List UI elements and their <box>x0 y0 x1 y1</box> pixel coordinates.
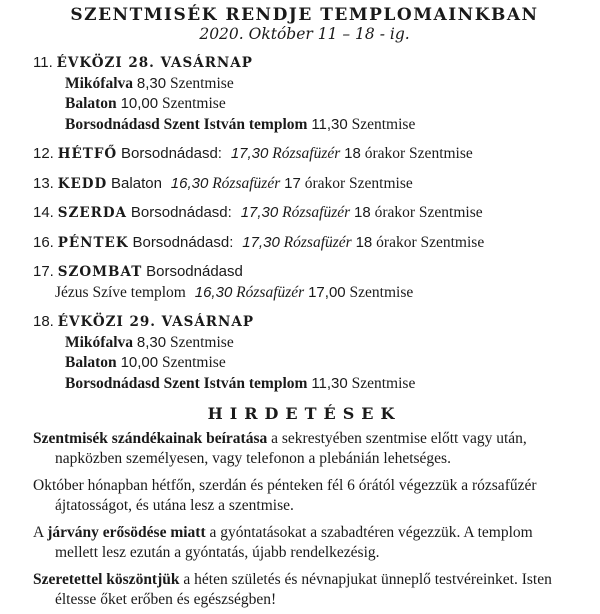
paragraph-text: a gyóntatásokat a szabadtéren végezzük. A templom mellett lesz ezután a gyóntatás, újabb rendelkezésig. <box>55 524 533 561</box>
saturday-church-line <box>33 283 576 304</box>
mass-time: 18 <box>344 145 361 162</box>
mass-time: 11,30 <box>311 115 348 133</box>
mass-place: Mikófalva <box>65 333 134 351</box>
mass-label: Szentmise <box>349 283 414 301</box>
church-name: Jézus Szíve templom <box>55 283 186 301</box>
day-name: ÉVKÖZI 29. VASÁRNAP <box>57 314 254 330</box>
announcements-heading: HIRDETÉSEK <box>207 404 402 423</box>
rosary-time: 17,30 <box>230 145 269 162</box>
mass-schedule-section <box>33 53 576 394</box>
paragraph-lead: A <box>33 524 44 541</box>
rosary-label: Rózsafüzér <box>283 233 352 251</box>
mass-place: Balaton <box>111 174 162 192</box>
announcements-section <box>33 403 576 609</box>
day-number: 11. <box>33 54 53 71</box>
mass-time: 10,00 <box>120 95 159 112</box>
announcement-paragraph <box>33 429 576 468</box>
day-number: 17. <box>33 263 54 280</box>
schedule-row-friday <box>33 233 576 254</box>
day-name: SZOMBAT <box>57 264 143 280</box>
schedule-row-monday <box>33 144 576 165</box>
rosary-label: Rózsafüzér <box>272 145 341 162</box>
schedule-row-saturday <box>33 262 576 283</box>
announcement-paragraph <box>33 476 576 515</box>
mass-label: Szentmise <box>351 374 416 392</box>
mass-label: Szentmise <box>169 74 234 92</box>
day-number: 16. <box>33 233 54 251</box>
mass-place: Balaton <box>65 354 117 371</box>
mass-time: 17 <box>284 174 301 192</box>
paragraph-bold-lead: Szeretettel köszöntjük <box>33 571 180 588</box>
mass-place: Borsodnádasd: <box>121 145 222 162</box>
mass-label: órakor Szentmise <box>376 233 485 251</box>
mass-place: Borsodnádasd: <box>132 233 234 251</box>
mass-place: Borsodnádasd: <box>130 204 232 221</box>
rosary-label: Rózsafüzér <box>236 283 305 301</box>
mass-time: 10,00 <box>120 354 159 371</box>
paragraph-bold-lead: járvány erősödése miatt <box>47 524 206 541</box>
mass-label: Szentmise <box>161 95 226 112</box>
mass-time: 17,00 <box>308 283 346 301</box>
schedule-row-sunday-29 <box>33 312 576 333</box>
day-number: 18. <box>33 313 54 330</box>
day-name: ÉVKÖZI 28. VASÁRNAP <box>56 55 253 71</box>
mass-label: órakor Szentmise <box>304 174 413 192</box>
page-title: SZENTMISÉK RENDJE TEMPLOMAINKBAN <box>70 5 539 25</box>
mass-place: Balaton <box>65 95 117 112</box>
mass-label: Szentmise <box>351 115 416 133</box>
mass-label: órakor Szentmise <box>364 145 473 162</box>
day-name: SZERDA <box>57 205 128 221</box>
announcement-paragraph <box>33 523 576 562</box>
mass-label: Szentmise <box>161 354 226 371</box>
announcement-paragraph <box>33 570 576 609</box>
schedule-row-tuesday <box>33 174 576 195</box>
day-name: PÉNTEK <box>57 234 129 251</box>
paragraph-text: a sekrestyében szentmise előtt vagy után, napközben személyesen, vagy telefonon a plebánián lehetséges. <box>55 430 527 467</box>
day-number: 13. <box>33 174 54 192</box>
day-name: KEDD <box>57 175 108 192</box>
paragraph-text: a héten születés és névnapjukat ünneplő testvéreinket. Isten éltesse őket erőben és egészségben! <box>55 571 552 608</box>
day-name: HÉTFŐ <box>57 146 118 162</box>
mass-entry <box>33 74 576 95</box>
mass-place: Borsodnádasd Szent István templom <box>65 374 308 392</box>
mass-time: 18 <box>354 204 371 221</box>
mass-time: 8,30 <box>136 74 167 92</box>
paragraph-text: Október hónapban hétfőn, szerdán és pénteken fél 6 órától végezzük a rózsafűzér ájtatosságot, és utána lesz a szentmise. <box>33 477 537 514</box>
mass-entry <box>33 333 576 354</box>
day-number: 14. <box>33 204 54 221</box>
schedule-row-wednesday <box>33 203 576 224</box>
mass-time: 18 <box>355 233 373 251</box>
date-range: 2020. Október 11 – 18 - ig. <box>199 25 410 43</box>
mass-entry <box>33 353 576 374</box>
rosary-time: 17,30 <box>240 204 279 221</box>
rosary-time: 16,30 <box>194 283 233 301</box>
paragraph-bold-lead: Szentmisék szándékainak beíratása <box>33 430 268 447</box>
mass-time: 8,30 <box>136 333 167 351</box>
mass-place: Mikófalva <box>65 74 134 92</box>
mass-place: Borsodnádasd Szent István templom <box>65 115 308 133</box>
mass-time: 11,30 <box>311 374 348 392</box>
mass-label: Szentmise <box>169 333 234 351</box>
rosary-label: Rózsafüzér <box>282 204 351 221</box>
mass-place: Borsodnádasd <box>146 263 243 280</box>
day-number: 12. <box>33 145 54 162</box>
mass-label: órakor Szentmise <box>374 204 483 221</box>
schedule-row-sunday-28 <box>33 53 576 74</box>
mass-entry <box>33 115 576 136</box>
rosary-label: Rózsafüzér <box>212 174 281 192</box>
rosary-time: 16,30 <box>170 174 209 192</box>
mass-entry <box>33 94 576 115</box>
mass-entry <box>33 374 576 395</box>
rosary-time: 17,30 <box>242 233 280 251</box>
